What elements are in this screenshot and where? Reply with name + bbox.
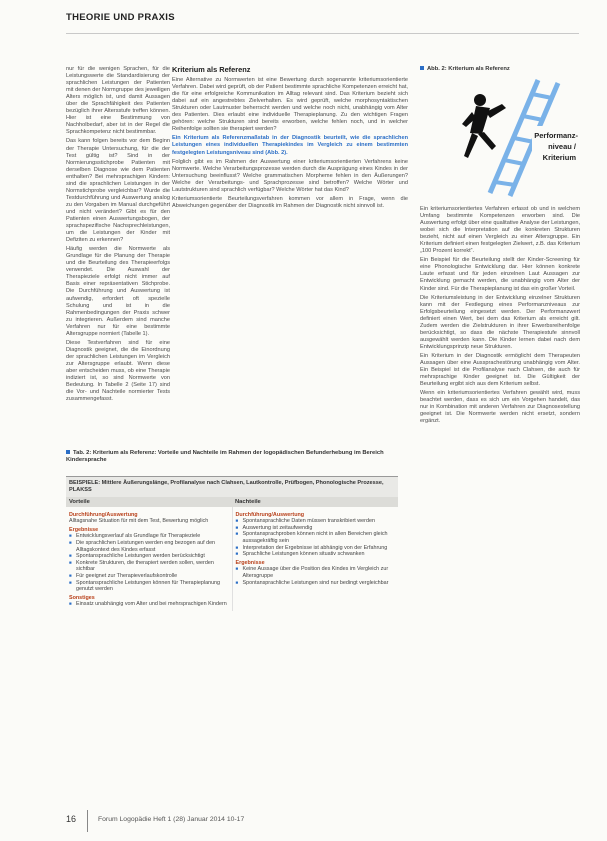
caption-square-icon bbox=[420, 66, 424, 70]
list-item: ■ Sprachliche Leistungen können situativ schwanken bbox=[236, 551, 396, 558]
table-text: Alltagsnahe Situation für mit dem Test, Bewertung möglich bbox=[69, 518, 209, 525]
figure-label-line3: Kriterium bbox=[542, 153, 576, 162]
table-examples-row: BEISPIELE: Mittlere Äußerungslänge, Profilanalyse nach Clahsen, Lautkontrolle, Prüfbogen, Phonologische Prozesse, PLAKSS bbox=[66, 477, 398, 497]
list-item: ■ Interpretation der Ergebnisse ist abhängig von der Erfahrung bbox=[236, 545, 396, 552]
left-paragraph: Häufig werden die Normwerte als Grundlage für die Planung der Therapie und die Beurteilung des Therapieerfolgs verwendet. Die Auswahl der Therapieziele erfolgt nicht immer auf Basis einer repräsentativen Stichprobe. Die Durchführung und Auswertung ist aufwendig, erfordert oft spezielle Schulung und ist in die Rahmenbedingungen der Praxis schwer zu integrieren. Außerdem sind manche Verfahren nur für eine bestimmte Altersgruppe normiert (Tabelle 1). bbox=[66, 246, 170, 337]
table-subheading: Durchführung/Auswertung bbox=[69, 511, 138, 518]
section-title: Kriterium als Referenz bbox=[172, 66, 251, 74]
table-cell-nachteile bbox=[232, 507, 399, 611]
caption-square-icon bbox=[66, 450, 70, 454]
middle-paragraph: Folglich gibt es im Rahmen der Auswertung einer kriteriumsorientierten Verfahrens keine Normwerte. Welche Verarbeitungsprozesse werden durch die Ausprägung eines Kindes in der Untersuchung beeinflusst? Welche grammatischen Morpheme fehlen in den Äußerungen? Welche der Verarbeitungs- und Sprachprozesse sind betroffen? Welche Wörter und Lautstrukturen sind sprachlich verfügbar? Welche Wörter hat das Kind? bbox=[172, 158, 408, 193]
right-paragraph: Wenn ein kriteriumsorientiertes Verfahren gewählt wird, muss beachtet werden, dass es sich um ein Vorgehen handelt, das nur in Kombination mit anderen Verfahren zur Diagnosestellung geeignet ist. Die Normwerte werden nicht ersetzt, sondern ergänzt. bbox=[420, 390, 580, 425]
middle-paragraph: Eine Alternative zu Normwerten ist eine Bewertung durch sogenannte kriteriumsorientierte Verfahren. Dabei wird geprüft, ob der Patient bestimmte sprachliche Kompetenzen erreicht hat, die für eine erfolgreiche Kommunikation im Alltag relevant sind. Das Kriterium bezieht sich dabei auf ein angestrebtes Zielverhalten. Es wird geprüft, welche morphosyntaktischen Strukturen oder Lautmuster beherrscht werden und welche noch nicht, unabhängig vom Alter des Patienten. Dies erlaubt eine individuelle Therapieplanung. Zu den wichtigen Fragen gehören: welche Strukturen sind bereits erworben, welche fehlen noch, und in welcher Reihenfolge sollten sie therapiert werden? bbox=[172, 77, 408, 133]
right-paragraph: Ein Beispiel für die Beurteilung stellt der Kinder-Screening für eine Phonologische Entwicklung dar. Hier können konkrete Laute erfasst und für jeden einzelnen Laut Aussagen zur Entwicklung gemacht werden, die unabhängig vom Alter der Kinder sind. Für die Therapieplanung ist das ein großer Vorteil. bbox=[420, 257, 580, 292]
figure-label-line1: Performanz- bbox=[534, 131, 578, 140]
list-item: ■ Spontansprachproben können nicht in allen Bereichen gleich aussagekräftig sein bbox=[236, 531, 396, 544]
pros-cons-table bbox=[66, 476, 398, 611]
header-rule bbox=[66, 33, 579, 34]
table-subheading: Sonstiges bbox=[69, 594, 95, 601]
list-item: ■ Spontansprachliche Leistungen sind nur bedingt vergleichbar bbox=[236, 580, 396, 587]
list-item: ■ Spontansprachliche Daten müssen transkribiert werden bbox=[236, 518, 396, 525]
left-paragraph: nur für die wenigen Sprachen, für die Leistungswerte die Standardisierung der sprachlichen Leistungen der Patienten mit denen der Normgruppe des jeweiligen Alters möglich ist, und damit Aussagen über die Sprachfähigkeit des Patienten bezüglich ihrer Altersstufe treffen können. Hier ist eine Bestimmung von Nachholbedarf, aber ist in der Regel die Sprachkompetenz nicht bestimmbar. bbox=[66, 66, 170, 136]
table-header-nachteile: Nachteile bbox=[235, 498, 261, 505]
figure-caption: Abb. 2: Kriterium als Referenz bbox=[420, 66, 510, 72]
left-paragraph: Das kann folgen bereits vor dem Beginn der Therapie Untersuchung, für die der Test gültig ist? Sind in der Normierungsstichprobe Patienten mit derselben Diagnose wie dem Patienten enthalten? Bei mehrsprachigen Kindern: sind die sprachlichen Leistungen in der Normstichprobe vergleichbar? Wurde die Testdurchführung und Auswertung analog zu den Vorgaben im Manual durchgeführt und nicht verändert? Gibt es für den Patienten einen Auswertungsbogen, der sprachspezifische Nachsprechleistungen, um die Leistungen der Kinder mit Defiziten zu erkennen? bbox=[66, 138, 170, 244]
right-column bbox=[420, 206, 580, 804]
table-subheading: Ergebnisse bbox=[235, 559, 265, 566]
figure-label-line2: niveau / bbox=[548, 142, 576, 151]
list-item: ■ Auswertung ist zeitaufwendig bbox=[236, 525, 396, 532]
right-paragraph: Die Kriteriumsleistung in der Entwicklung einzelner Strukturen kann mit der Festlegung eines Performanzniveaus zur Erfolgsbeurteilung eingesetzt werden. Der Performanzwert definiert einen Wert, bei dem das Kriterium als erreicht gilt. Zudem werden die Zielstrukturen in ihrer Erwerbsreihenfolge berücksichtigt, so dass die nächste Therapiestufe sinnvoll ausgewählt werden kann. Die Kinder lernen dabei nach dem Entwicklungsprinzip neue Strukturen. bbox=[420, 294, 580, 350]
footer-text: Forum Logopädie Heft 1 (28) Januar 2014 10-17 bbox=[98, 816, 245, 823]
middle-paragraph: Kriteriumsorientierte Beurteilungsverfahren kommen vor allem in Frage, wenn die Abweichungen gegenüber der Diagnostik im Rahmen der Diagnostik nicht sinnvoll ist. bbox=[172, 195, 408, 209]
list-item: ■ Entwicklungsverlauf als Grundlage für Therapieziele bbox=[69, 533, 229, 540]
page-number: 16 bbox=[66, 814, 77, 824]
figure-ladder-illustration bbox=[420, 78, 580, 198]
list-item: ■ Einsatz unabhängig vom Alter und bei mehrsprachigen Kindern bbox=[69, 601, 229, 608]
right-paragraph: Ein Kriterium in der Diagnostik ermöglicht dem Therapeuten Aussagen über eine Aussprachestörung unabhängig vom Alter. Ein Beispiel ist die Profilanalyse nach Clahsen, die auch für mehrsprachige Kinder geeignet ist. Die Gültigkeit der Beurteilung ergibt sich aus dem Kriterium selbst. bbox=[420, 352, 580, 388]
list-item: ■ Spontansprachliche Leistungen werden berücksichtigt bbox=[69, 553, 229, 560]
table-body bbox=[66, 507, 398, 611]
left-paragraph: Diese Testverfahren sind für eine Diagnostik geeignet, die die Einordnung der sprachlichen Leistungen im Vergleich zur Altersgruppe erlaubt. Wenn diese aber entscheiden muss, ob eine Therapie indiziert ist, so sind Normwerte von Bedeutung. In Tabelle 2 (Seite 17) sind die Vor- und Nachteile normierter Tests zusammengefasst. bbox=[66, 339, 170, 403]
list-item: ■ Die sprachlichen Leistungen werden eng bezogen auf den Alltagskontext des Kindes erfasst bbox=[69, 540, 229, 553]
table-subheading: Ergebnisse bbox=[69, 526, 99, 533]
list-item: ■ Konkrete Strukturen, die therapiert werden sollen, werden sichtbar bbox=[69, 560, 229, 573]
left-column bbox=[66, 66, 170, 444]
table-cell-vorteile bbox=[66, 507, 232, 611]
table-caption: Tab. 2: Kriterium als Referenz: Vorteile und Nachteile im Rahmen der logopädischen Befunderhebung im Bereich Kindersprache bbox=[66, 450, 384, 463]
list-item: ■ Für geeignet zur Therapieverlaufskontrolle bbox=[69, 573, 229, 580]
table-header-row bbox=[66, 497, 398, 507]
footer-rule bbox=[87, 810, 88, 832]
table-header-vorteile: Vorteile bbox=[69, 498, 90, 505]
right-paragraph: Ein kriteriumsorientiertes Verfahren erfasst ob und in welchem Umfang bestimmte Kompetenzen erworben sind. Die Auswertung erfolgt über eine qualitative Analyse der Leistungen, wobei sich die Interpretation auf die konkreten Strukturen bezieht, nicht auf einen Vergleich zu einer Altersgruppe. Ein Kriterium definiert einen festgelegten Zielwert, z.B. das Kriterium „100 Prozent korrekt“. bbox=[420, 206, 580, 255]
running-header: THEORIE UND PRAXIS bbox=[66, 12, 175, 23]
table-subheading: Durchführung/Auswertung bbox=[235, 511, 305, 518]
list-item: ■ Spontansprachliche Leistungen können für Therapieplanung genutzt werden bbox=[69, 580, 229, 593]
highlight-paragraph: Ein Kriterium als Referenzmaßstab in der Diagnostik beurteilt, wie die sprachlichen Leistungen eines individuellen Therapiekindes im Vergleich zu einem bestimmten festgelegten Leistungsniveau sind (Abb. 2). bbox=[172, 135, 408, 156]
middle-column bbox=[172, 66, 408, 442]
list-item: ■ Keine Aussage über die Position des Kindes im Vergleich zur Altersgruppe bbox=[236, 566, 396, 579]
climbing-figure-icon bbox=[462, 94, 506, 158]
